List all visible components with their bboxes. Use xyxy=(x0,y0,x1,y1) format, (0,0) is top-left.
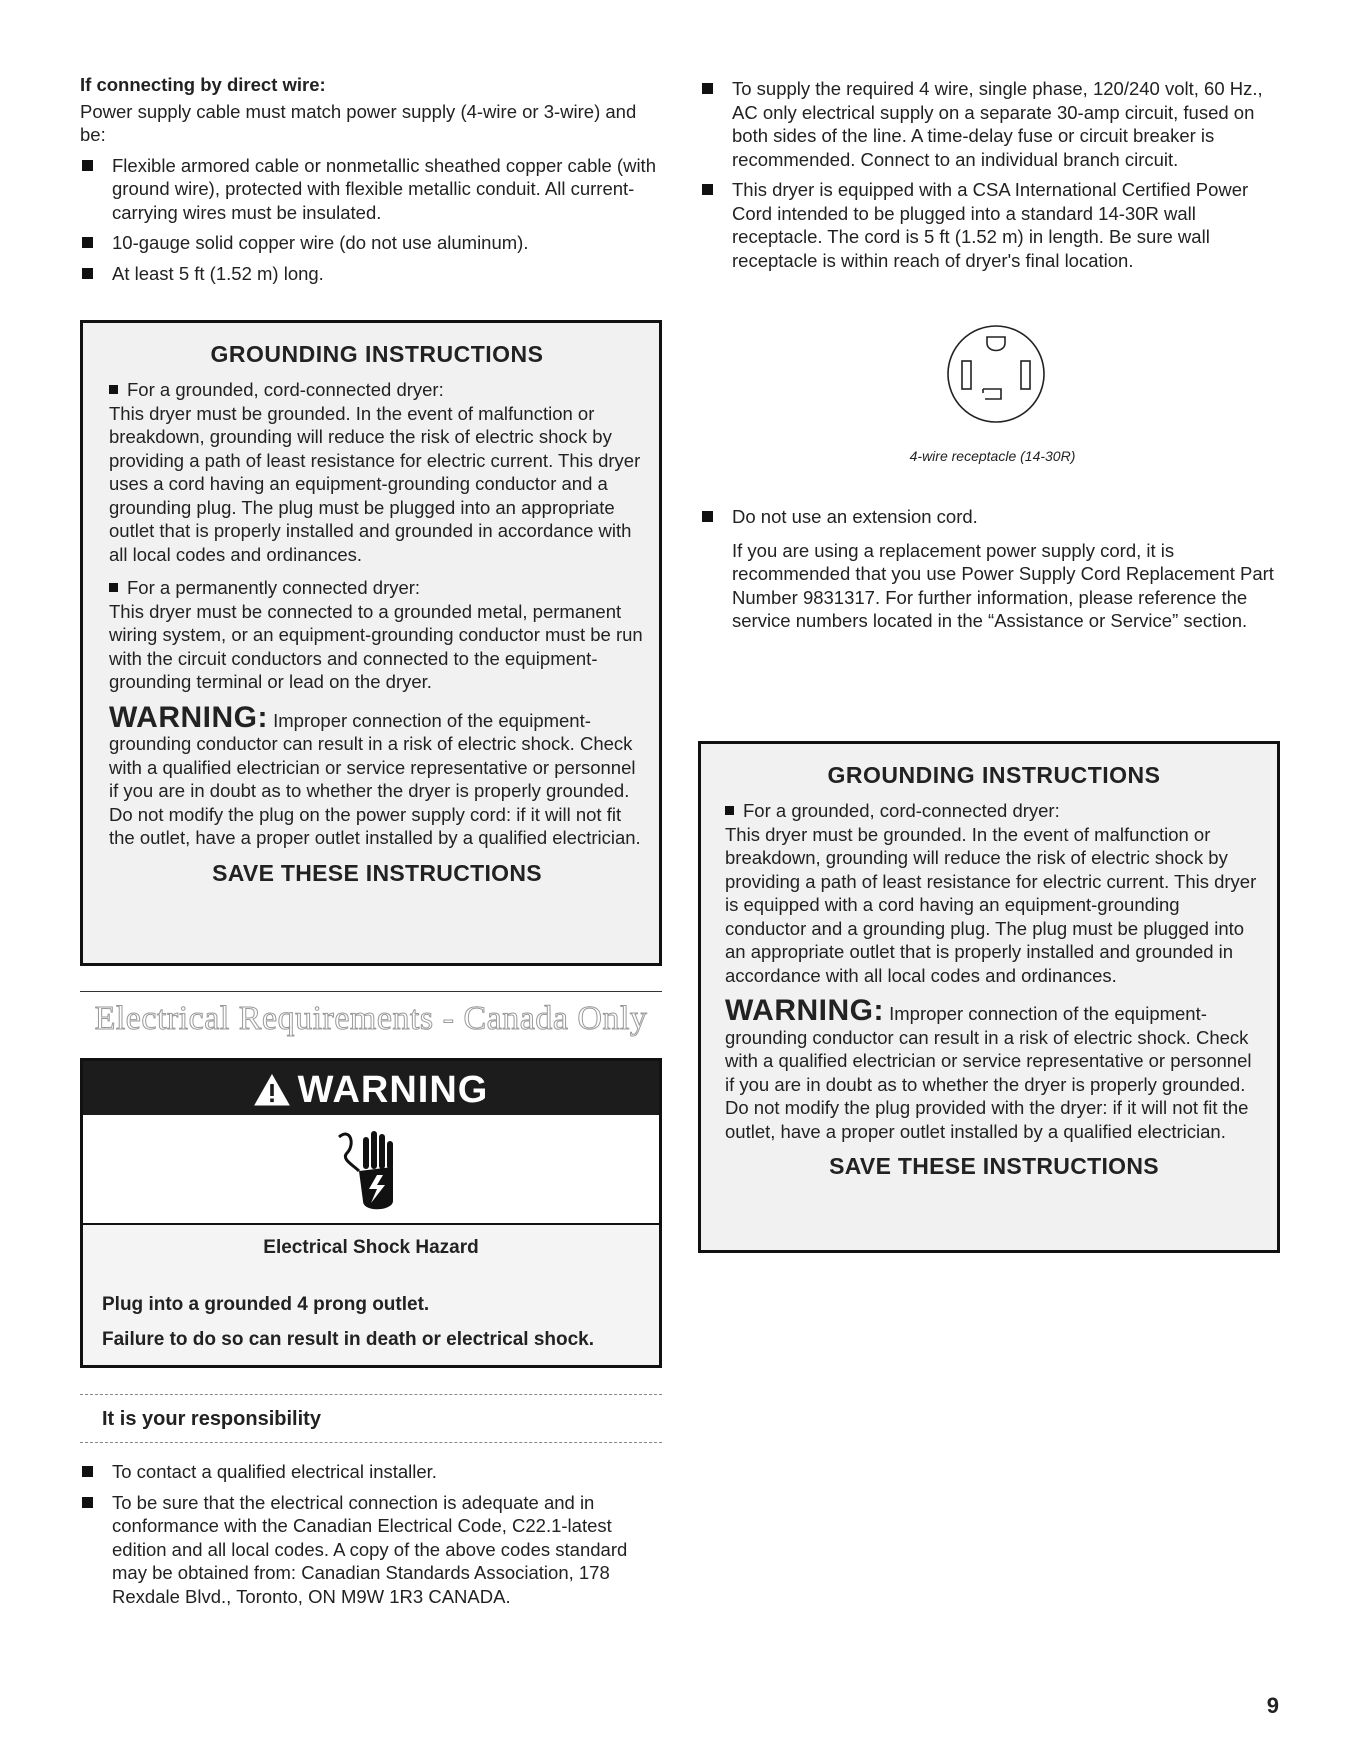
list-item: To supply the required 4 wire, single phase, 120/240 volt, 60 Hz., AC only electrical supply on a separate 30-amp circuit, fused on both sides of the line. A time-delay fuse or circuit breaker is recommended. Connect to an individual branch circuit. xyxy=(700,77,1285,171)
grounding-instructions-box xyxy=(80,320,662,966)
replacement-cord-paragraph: If you are using a replacement power supply cord, it is recommended that you use Power Supply Cord Replacement Part Number 9831317. For further information, please reference the service numbers located in the “Assistance or Service” section. xyxy=(732,539,1274,631)
grounding-lead-permanent: For a permanently connected dryer: xyxy=(109,576,645,600)
bullet-icon xyxy=(702,511,713,522)
list-item: This dryer is equipped with a CSA International Certified Power Cord intended to be plugged into a standard 14-30R wall receptacle. The cord is 5 ft (1.52 m) in length. Be sure wall receptacle is within reach of dryer's final location. xyxy=(700,178,1285,272)
bullet-icon xyxy=(725,806,734,815)
save-instructions: SAVE THESE INSTRUCTIONS xyxy=(212,859,542,886)
grounding-warning: WARNING: Improper connection of the equipment-grounding conductor can result in a risk of electric shock. Check with a qualified electrician or service representative or personnel if you are in doubt as to whether the dryer is properly grounded. Do not modify the plug provided with the dryer: if it will not fit the outlet, have a proper outlet installed by a qualified electrician. xyxy=(725,994,1252,1142)
page-number: 9 xyxy=(1266,1693,1279,1718)
receptacle-14-30r-icon xyxy=(945,323,1047,430)
list-item: At least 5 ft (1.52 m) long. xyxy=(80,262,660,286)
grounding-title: GROUNDING INSTRUCTIONS xyxy=(210,341,544,367)
responsibility-list xyxy=(80,1460,660,1608)
grounding-para-permanent: This dryer must be connected to a grounded metal, permanent wiring system, or an equipment-grounding conductor must be run with the circuit conductors and connected to the equipment-grounding terminal or lead on the dryer. xyxy=(109,600,643,692)
bullet-icon xyxy=(82,1497,93,1508)
warning-label: WARNING: xyxy=(109,700,268,734)
grounding-para-corded: This dryer must be grounded. In the event of malfunction or breakdown, grounding will reduce the risk of electric shock by providing a path of least resistance for electric current. This dryer is equipped with a cord having an equipment-grounding conductor and a grounding plug. The plug must be plugged into an appropriate outlet that is properly installed and grounded in accordance with all local codes and ordinances. xyxy=(725,823,1257,986)
electric-shock-hand-icon xyxy=(333,1125,403,1222)
warning-triangle-icon xyxy=(254,1074,290,1106)
warning-banner-text: WARNING xyxy=(297,1068,489,1111)
responsibility-rule-top xyxy=(80,1394,662,1395)
list-item: 10-gauge solid copper wire (do not use aluminum). xyxy=(80,231,660,255)
extension-list xyxy=(700,505,1285,529)
bullet-icon xyxy=(109,583,118,592)
hazard-line-1: Plug into a grounded 4 prong outlet. xyxy=(102,1294,430,1315)
electrical-warning-box xyxy=(80,1058,662,1368)
bullet-icon xyxy=(702,83,713,94)
warning-label: WARNING: xyxy=(725,994,884,1027)
grounding-lead-corded: For a grounded, cord-connected dryer: xyxy=(725,799,1263,823)
bullet-icon xyxy=(82,160,93,171)
direct-wire-list xyxy=(80,154,660,286)
grounding-title: GROUNDING INSTRUCTIONS xyxy=(827,762,1161,788)
section-rule xyxy=(80,991,662,992)
bullet-icon xyxy=(82,237,93,248)
shock-icon-area xyxy=(83,1115,659,1225)
bullet-icon xyxy=(702,184,713,195)
extension-section xyxy=(700,505,1285,633)
receptacle-caption: 4-wire receptacle (14-30R) xyxy=(909,448,1076,464)
hazard-line-2: Failure to do so can result in death or electrical shock. xyxy=(102,1329,595,1350)
list-item: To contact a qualified electrical installer. xyxy=(80,1460,660,1484)
direct-wire-heading: If connecting by direct wire: xyxy=(80,74,326,95)
direct-wire-intro: Power supply cable must match power supply (4-wire or 3-wire) and be: xyxy=(80,100,637,145)
bullet-icon xyxy=(109,385,118,394)
bullet-icon xyxy=(82,268,93,279)
supply-list xyxy=(700,77,1285,272)
hazard-title: Electrical Shock Hazard xyxy=(263,1237,479,1258)
bullet-icon xyxy=(82,1466,93,1477)
warning-banner xyxy=(83,1061,659,1115)
grounding-lead-corded: For a grounded, cord-connected dryer: xyxy=(109,378,645,402)
supply-section xyxy=(700,77,1285,279)
direct-wire-section xyxy=(80,73,660,292)
grounding-warning: WARNING: Improper connection of the equipment-grounding conductor can result in a risk of electric shock. Check with a qualified electrician or service representative or personnel if you are in doubt as to whether the dryer is properly grounded. Do not modify the plug on the power supply cord: if it will not fit the outlet, have a proper outlet installed by a qualified electrician. xyxy=(109,700,641,848)
grounding-para-corded: This dryer must be grounded. In the event of malfunction or breakdown, grounding will reduce the risk of electric shock by providing a path of least resistance for electric current. This dryer uses a cord having an equipment-grounding conductor and a grounding plug. The plug must be plugged into an appropriate outlet that is properly installed and grounded in accordance with all local codes and ordinances. xyxy=(109,402,641,565)
responsibility-rule-bottom xyxy=(80,1442,662,1443)
list-item: Do not use an extension cord. xyxy=(700,505,1285,529)
list-item: To be sure that the electrical connection is adequate and in conformance with the Canadian Electrical Code, C22.1-latest edition and all local codes. A copy of the above codes standard may be obtained from: Canadian Standards Association, 178 Rexdale Blvd., Toronto, ON M9W 1R3 CANADA. xyxy=(80,1491,660,1609)
grounding-instructions-box-canada xyxy=(698,741,1280,1253)
list-item: Flexible armored cable or nonmetallic sheathed copper cable (with ground wire), protected with flexible metallic conduit. All current-carrying wires must be insulated. xyxy=(80,154,660,225)
section-heading: Electrical Requirements - Canada Only xyxy=(94,1000,648,1037)
responsibility-section xyxy=(80,1460,660,1615)
save-instructions: SAVE THESE INSTRUCTIONS xyxy=(829,1153,1159,1179)
responsibility-heading: It is your responsibility xyxy=(102,1408,321,1430)
